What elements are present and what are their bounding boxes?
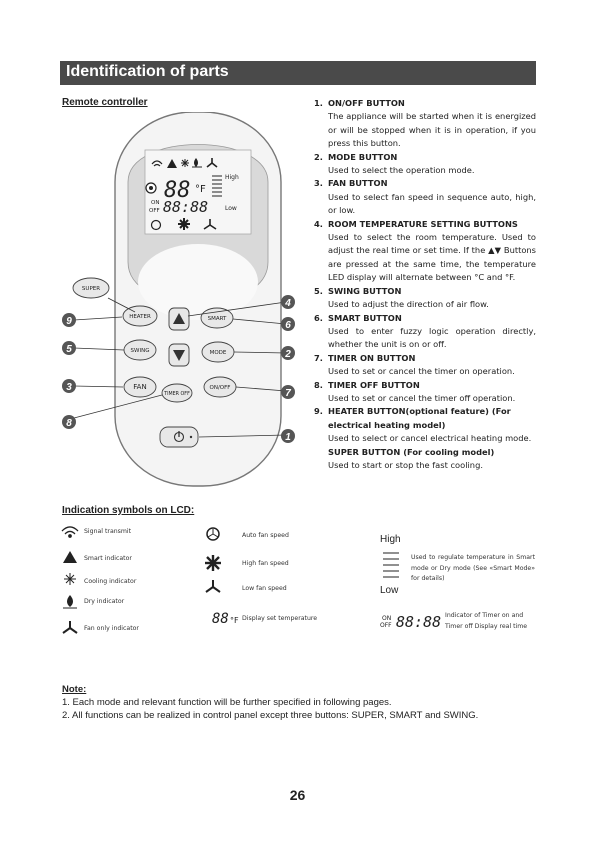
instruction-item: 1. ON/OFF BUTTON The appliance will be started when it is energized or will be stopped when it is in operation, if you press this button.	[314, 98, 536, 149]
svg-text:4: 4	[285, 298, 291, 309]
fan-only-text: Fan only indicator	[84, 625, 139, 632]
notes-title: Note:	[62, 684, 87, 695]
cooling-icon	[64, 573, 76, 585]
remote-svg	[60, 112, 305, 492]
display-temp-digits: 88	[212, 611, 229, 627]
svg-text:8: 8	[66, 418, 72, 429]
smart-text: Smart indicator	[84, 555, 132, 562]
svg-text:3: 3	[66, 382, 72, 393]
mode-button-label: MODE	[209, 350, 227, 356]
svg-text:9: 9	[66, 316, 72, 327]
level-bars-icon	[383, 553, 399, 577]
instruction-item: 2. MODE BUTTON Used to select the operation mode.	[314, 151, 475, 176]
smart-button-label: SMART	[207, 316, 227, 322]
lcd-high-label: High	[225, 174, 239, 181]
timer-on-label: ON	[382, 615, 392, 622]
low-fan-text: Low fan speed	[242, 585, 287, 592]
page-number: 26	[289, 787, 306, 803]
remote-title: Remote controller	[62, 97, 148, 108]
instruction-item: 5. SWING BUTTON Used to adjust the direction of air flow.	[314, 285, 489, 310]
timer-off-button-label: TIMER OFF	[164, 392, 190, 397]
svg-text:5: 5	[66, 344, 72, 355]
signal-icon	[62, 527, 78, 537]
instruction-item: 9. HEATER BUTTON(optional feature) (For electrical heating model) Used to select or cancel electrical heating mode.	[314, 406, 532, 444]
high-label: High	[380, 534, 401, 545]
lcd-cooling-icon	[181, 159, 189, 167]
super-button-note: SUPER BUTTON (For cooling model) Used to start or stop the fast cooling.	[328, 446, 495, 470]
instruction-item: 8. TIMER OFF BUTTON Used to set or cancel the timer off operation.	[314, 379, 516, 403]
regulate-text: Used to regulate temperature in Smart mode or Dry mode (See «Smart Mode» for details)	[411, 554, 535, 582]
lcd-timer-digits: 88:88	[163, 198, 209, 216]
indication-title: Indication symbols on LCD:	[62, 505, 195, 516]
svg-text:6: 6	[285, 320, 291, 331]
timer-digits: 88:88	[396, 613, 442, 631]
svg-text:7: 7	[285, 388, 291, 399]
notes-block	[62, 683, 542, 722]
signal-text: Signal transmit	[84, 528, 132, 535]
dry-text: Dry indicator	[84, 598, 125, 605]
lcd-temp-unit: °F	[195, 184, 206, 195]
super-button-label: SUPER	[81, 286, 101, 292]
instructions-list	[314, 97, 536, 472]
lcd-on-label: ON	[151, 200, 160, 206]
smart-icon	[63, 551, 77, 563]
display-temp-unit: °F	[230, 616, 239, 625]
section-title: Identification of parts	[66, 63, 229, 80]
instruction-item: 7. TIMER ON BUTTON Used to set or cancel the timer on operation.	[314, 352, 515, 377]
section-header	[60, 61, 536, 85]
low-label: Low	[380, 585, 399, 596]
lcd-temp-digits: 88	[164, 178, 191, 203]
display-temp-text: Display set temperature	[242, 615, 318, 622]
high-fan-text: High fan speed	[242, 560, 289, 567]
heater-button-label: HEATER	[129, 314, 151, 320]
lcd-low-label: Low	[225, 205, 237, 212]
remote-illustration	[60, 112, 305, 492]
swing-button-label: SWING	[130, 348, 150, 354]
dry-icon	[67, 595, 73, 607]
timer-off-label: OFF	[380, 622, 392, 629]
fan-only-icon	[63, 621, 77, 633]
cooling-text: Cooling indicator	[84, 578, 137, 585]
auto-fan-text: Auto fan speed	[242, 532, 289, 539]
note-item: 1. Each mode and relevant function will be further specified in following pages.	[62, 697, 392, 708]
instruction-item: 4. ROOM TEMPERATURE SETTING BUTTONS Used to select the room temperature. Used to adjust the real time or set time. If the ▲▼ Buttons are pressed at the same time, the temperature LED display will alternate between °C and °F.	[314, 218, 536, 283]
low-fan-icon	[206, 580, 220, 592]
svg-text:1: 1	[285, 432, 291, 443]
lcd-off-label: OFF	[149, 208, 160, 214]
auto-fan-blades	[208, 529, 218, 537]
svg-text:2: 2	[285, 349, 291, 360]
fan-button-label: FAN	[133, 383, 147, 391]
instruction-item: 6. SMART BUTTON Used to enter fuzzy logic operation directly, whether the unit is on or off.	[314, 312, 536, 350]
timer-text: Indicator of Timer on and Timer off Display real time	[445, 612, 528, 630]
note-item: 2. All functions can be realized in control panel except three buttons: SUPER, SMART and SWING.	[62, 710, 479, 721]
instruction-item: 3. FAN BUTTON Used to select fan speed in sequence auto, high, or low.	[314, 178, 536, 216]
high-fan-icon	[205, 555, 221, 571]
timer-on-button-label: ON/OFF	[209, 385, 231, 391]
